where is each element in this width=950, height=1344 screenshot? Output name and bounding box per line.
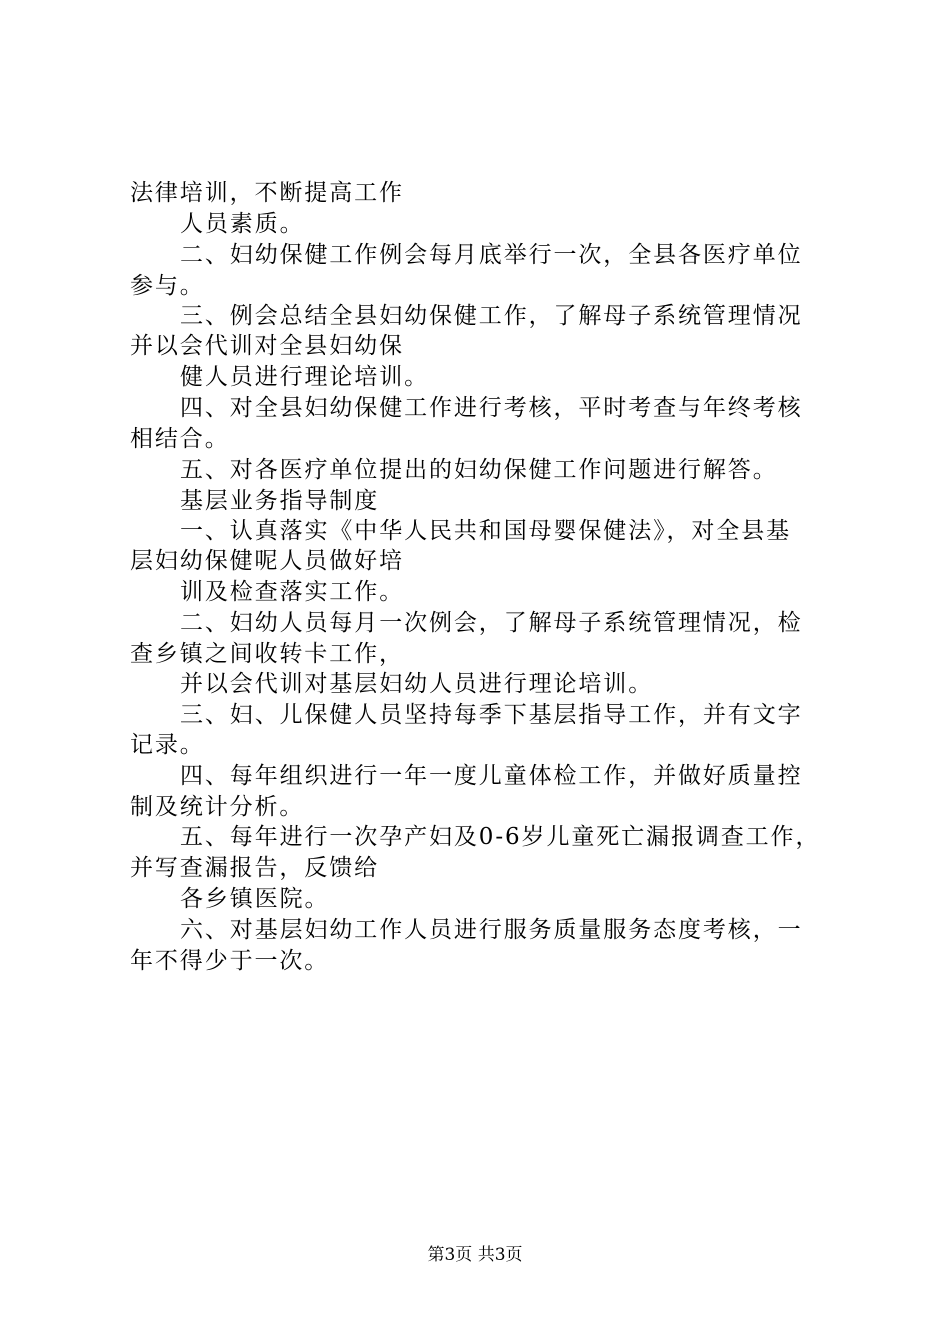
text-line: 相结合。: [130, 426, 230, 452]
text-line: 制及统计分析。: [130, 794, 305, 820]
text-line: 法律培训，不断提高工作: [130, 180, 404, 206]
text-line: 人员素质。: [180, 211, 305, 237]
text-line: 健人员进行理论培训。: [180, 364, 429, 390]
text-line: 参与。: [130, 273, 205, 299]
text-line: 五、每年进行一次孕产妇及0-6岁儿童死亡漏报调查工作，: [180, 824, 821, 850]
text-line: 各乡镇医院。: [180, 886, 330, 912]
text-line: 并写查漏报告，反馈给: [130, 855, 379, 881]
text-line: 年不得少于一次。: [130, 948, 330, 974]
section-heading: 基层业务指导制度: [180, 488, 380, 514]
text-line: 并以会代训对全县妇幼保: [130, 333, 404, 359]
text-line: 查乡镇之间收转卡工作，: [130, 641, 404, 667]
text-line: 四、对全县妇幼保健工作进行考核，平时考查与年终考核: [180, 395, 803, 421]
text-line: 六、对基层妇幼工作人员进行服务质量服务态度考核，一: [180, 917, 803, 943]
text-line: 五、对各医疗单位提出的妇幼保健工作问题进行解答。: [180, 457, 778, 483]
text-line: 训及检查落实工作。: [180, 579, 405, 605]
text-line: 三、例会总结全县妇幼保健工作，了解母子系统管理情况: [180, 303, 803, 329]
text-line: 二、妇幼人员每月一次例会，了解母子系统管理情况，检: [180, 610, 803, 636]
text-line: 四、每年组织进行一年一度儿童体检工作，并做好质量控: [180, 763, 803, 789]
text-line: 记录。: [130, 732, 205, 758]
text-line: 一、认真落实《中华人民共和国母婴保健法》，对全县基: [180, 518, 791, 544]
text-line: 层妇幼保健呢人员做好培: [130, 548, 404, 574]
text-line: 二、妇幼保健工作例会每月底举行一次，全县各医疗单位: [180, 242, 803, 268]
text-line: 并以会代训对基层妇幼人员进行理论培训。: [180, 671, 654, 697]
page-footer: 第3页 共3页: [427, 1245, 523, 1265]
text-line: 三、妇、儿保健人员坚持每季下基层指导工作，并有文字: [180, 702, 803, 728]
